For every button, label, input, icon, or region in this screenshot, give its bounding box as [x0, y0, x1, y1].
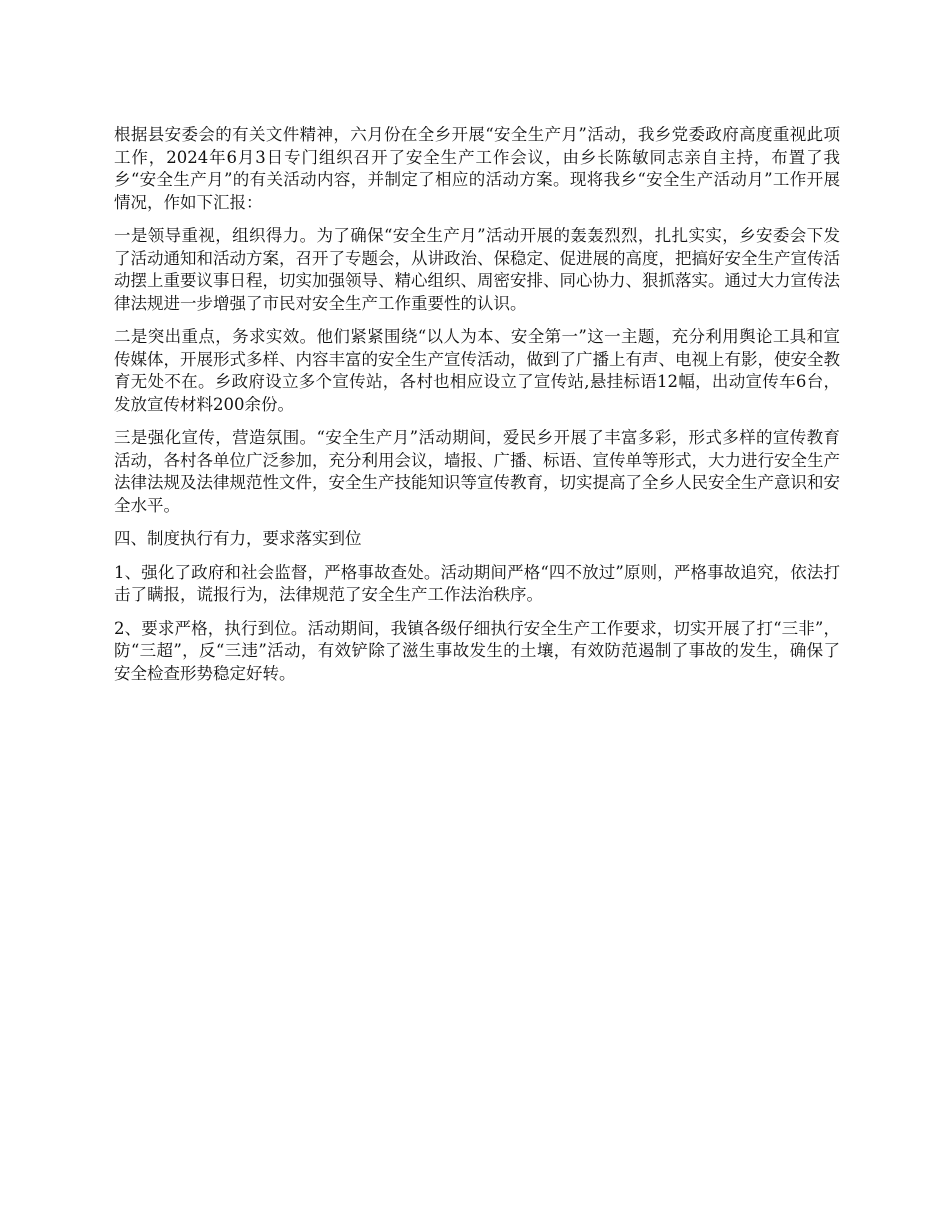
- document-body: [114, 124, 840, 696]
- paragraph-section-heading: 四、制度执行有力，要求落实到位: [114, 529, 362, 548]
- paragraph-supervision: 1、强化了政府和社会监督，严格事故查处。活动期间严格“四不放过”原则，严格事故追究，依法打击了瞒报，谎报行为，法律规范了安全生产工作法治秩序。: [114, 562, 840, 604]
- paragraph-focus: 二是突出重点，务求实效。他们紧紧围绕“以人为本、安全第一”这一主题，充分利用舆论工具和宣传媒体，开展形式多样、内容丰富的安全生产宣传活动，做到了广播上有声、电视上有影，使安全教育无处不在。乡政府设立多个宣传站，各村也相应设立了宣传站,悬挂标语12幅，出动宣传车6台，发放宣传材料200余份。: [114, 327, 840, 414]
- paragraph-intro: 根据县安委会的有关文件精神，六月份在全乡开展“安全生产月”活动，我乡党委政府高度重视此项工作，2024年6月3日专门组织召开了安全生产工作会议，由乡长陈敏同志亲自主持，布置了我乡“安全生产月”的有关活动内容，并制定了相应的活动方案。现将我乡“安全生产活动月”工作开展情况，作如下汇报：: [114, 125, 840, 212]
- paragraph-enforcement: 2、要求严格，执行到位。活动期间，我镇各级仔细执行安全生产工作要求，切实开展了打“三非”，防“三超”，反“三违”活动，有效铲除了滋生事故发生的土壤，有效防范遏制了事故的发生，确保了安全检查形势稳定好转。: [114, 618, 840, 683]
- paragraph-leadership: 一是领导重视，组织得力。为了确保“安全生产月”活动开展的轰轰烈烈，扎扎实实，乡安委会下发了活动通知和活动方案，召开了专题会，从讲政治、保稳定、促进展的高度，把搞好安全生产宣传活动摆上重要议事日程，切实加强领导、精心组织、周密安排、同心协力、狠抓落实。通过大力宣传法律法规进一步增强了市民对安全生产工作重要性的认识。: [114, 226, 840, 313]
- paragraph-publicity: 三是强化宣传，营造氛围。“安全生产月”活动期间，爱民乡开展了丰富多彩，形式多样的宣传教育活动，各村各单位广泛参加，充分利用会议，墙报、广播、标语、宣传单等形式，大力进行安全生产法律法规及法律规范性文件，安全生产技能知识等宣传教育，切实提高了全乡人民安全生产意识和安全水平。: [114, 428, 840, 515]
